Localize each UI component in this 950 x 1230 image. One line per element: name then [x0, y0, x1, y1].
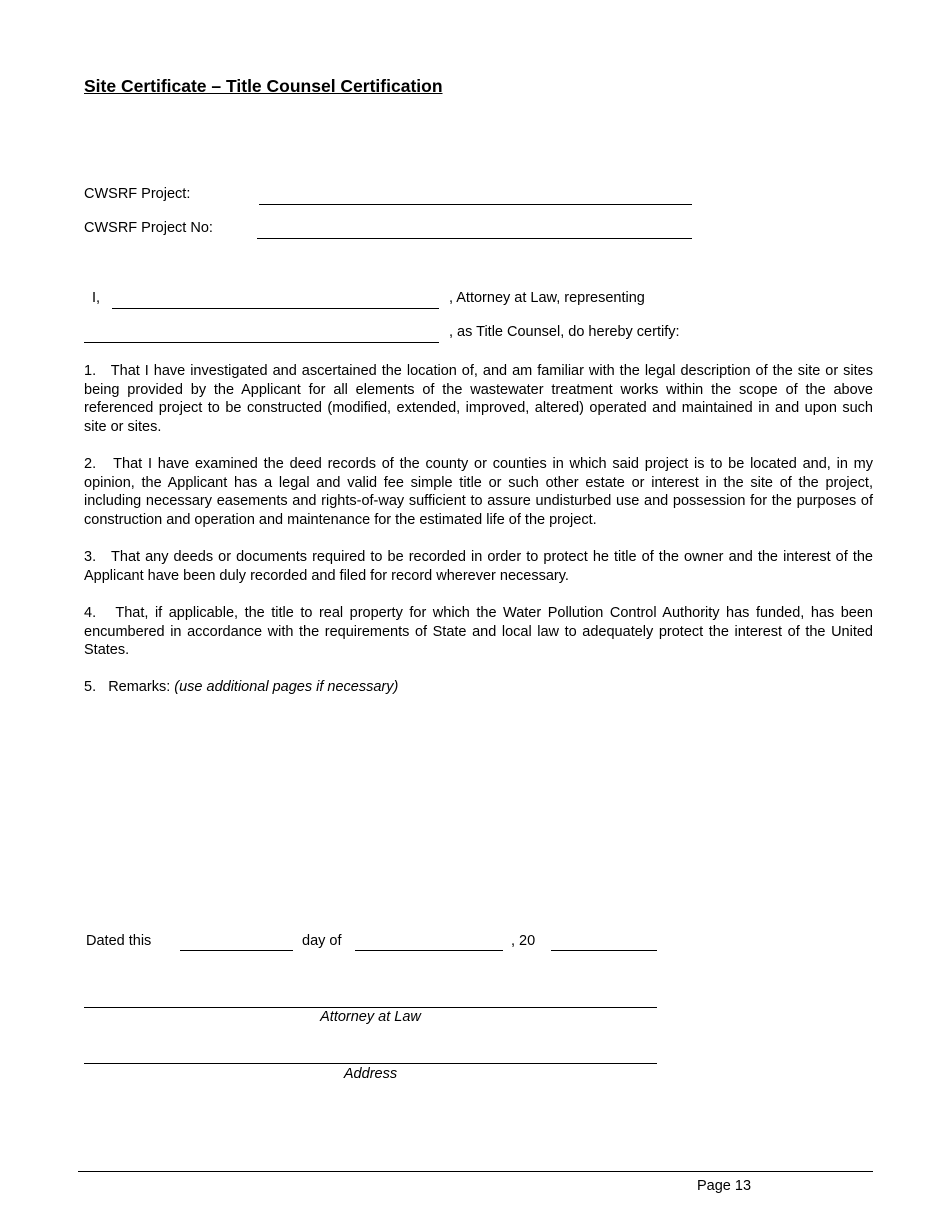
- remarks-number: 5.: [84, 679, 97, 695]
- year-prefix-label: , 20: [511, 933, 536, 949]
- day-field-line[interactable]: [180, 950, 293, 951]
- page-title: Site Certificate – Title Counsel Certification: [84, 76, 443, 96]
- attorney-caption: Attorney at Law: [320, 1009, 421, 1025]
- paragraph-4: [84, 604, 873, 660]
- paragraph-3-number: 3.: [84, 549, 97, 565]
- dated-this-label: Dated this: [86, 933, 152, 949]
- paragraph-2-text: That I have examined the deed records of the county or counties in which said project is to be located and, in my opinion, the Applicant has a legal and valid fee simple title or such other estate or interest in the site of the project, including necessary easements and rights-of-way sufficient to assure undisturbed use and possession for the purposes of construction and operation and maintenance for the estimated life of the project.: [84, 456, 873, 528]
- attorney-suffix: , Attorney at Law, representing: [449, 290, 645, 306]
- remarks-note: (use additional pages if necessary): [174, 679, 399, 695]
- month-field-line[interactable]: [355, 950, 503, 951]
- attorney-signature-line[interactable]: [84, 1007, 657, 1008]
- project-no-field-line[interactable]: [257, 238, 692, 239]
- paragraph-3: [84, 548, 873, 585]
- paragraph-3-text: That any deeds or documents required to be recorded in order to protect he title of the owner and the interest of the Applicant have been duly recorded and filed for record wherever necessary.: [84, 549, 873, 584]
- page-number: Page 13: [697, 1178, 752, 1194]
- paragraph-1-number: 1.: [84, 363, 97, 379]
- paragraph-4-number: 4.: [84, 605, 97, 621]
- paragraph-2: [84, 455, 873, 529]
- paragraph-2-number: 2.: [84, 456, 97, 472]
- footer-rule: [78, 1171, 873, 1172]
- project-label: CWSRF Project:: [84, 186, 191, 202]
- i-label: I,: [92, 290, 101, 306]
- project-field-line[interactable]: [259, 204, 692, 205]
- paragraph-4-text: That, if applicable, the title to real property for which the Water Pollution Control Authority has funded, has been encumbered in accordance with the requirements of State and local law to adequately protect the interest of the United States.: [84, 605, 873, 659]
- year-field-line[interactable]: [551, 950, 657, 951]
- remarks-label: Remarks:: [108, 679, 171, 695]
- client-name-field-line[interactable]: [84, 342, 439, 343]
- address-line[interactable]: [84, 1063, 657, 1064]
- paragraph-1-text: That I have investigated and ascertained the location of, and am familiar with the legal description of the site or sites being provided by the Applicant for all elements of the wastewater treatment works within the scope of the above referenced project to be constructed (modified, extended, improved, altered) operated and maintained in and upon such site or sites.: [84, 363, 873, 435]
- paragraph-1: [84, 362, 873, 436]
- counsel-suffix: , as Title Counsel, do hereby certify:: [449, 324, 680, 340]
- attorney-name-field-line[interactable]: [112, 308, 439, 309]
- day-of-label: day of: [302, 933, 342, 949]
- project-no-label: CWSRF Project No:: [84, 220, 213, 236]
- address-caption: Address: [343, 1066, 398, 1082]
- remarks: [84, 679, 398, 695]
- remarks-area[interactable]: [84, 705, 873, 920]
